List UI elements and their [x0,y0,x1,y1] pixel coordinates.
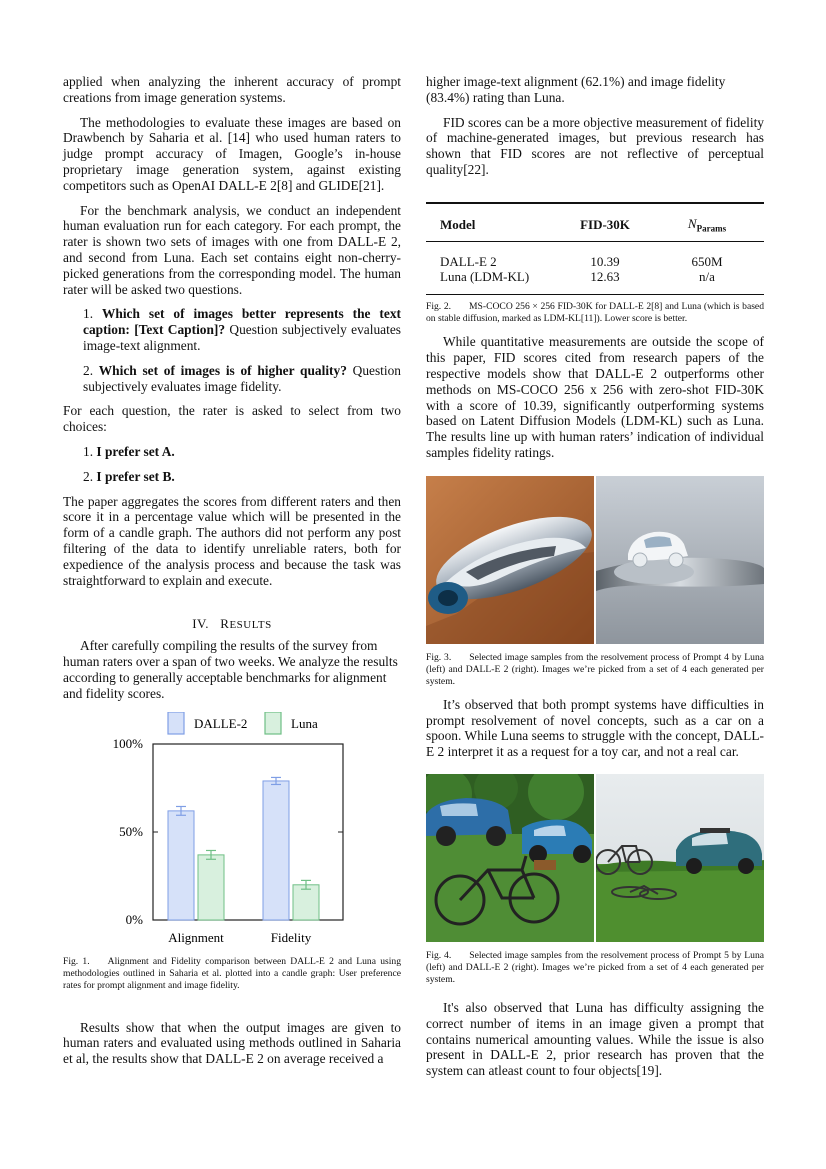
choice-2-text: I prefer set B. [96,468,175,484]
figure-4-images [426,774,764,942]
toy-car-spoon-dalle-image [596,476,764,644]
figure-1-label: Fig. 1. [63,955,90,967]
question-2-rest: Question subjectively evaluates image fidelity. [83,362,401,394]
cell-model: Luna (LDM-KL) [426,269,560,295]
legend-swatch-dalle-2 [168,712,184,734]
question-1-number: 1. [83,306,94,322]
paragraph-fid: FID scores can be a more objective measurement of fidelity of machine-generated images, but previous research has shown that FID scores are not reflective of perceptual quality[22]. [426,114,764,177]
x-tick-label: Fidelity [270,929,312,945]
figure-1-chart [63,712,401,952]
paragraph-observe: It’s observed that both prompt systems have difficulties in prompt resolvement of novel concepts, such as a car on a spoon. While Luna seems to struggle with the concept, DALL-E 2 interpret it as a request for a toy car, and not a real car. [426,696,764,760]
header-n-sub: Params [696,223,727,234]
paragraph-results: After carefully compiling the results of the survey from human raters over a span of two weeks. We analyze the results according to generally acceptable benchmarks for alignment and fidelity scores. [63,638,398,701]
figure-2-label: Fig. 2. [426,301,452,313]
figure-4-caption [426,950,764,986]
cell-params: n/a [650,269,764,295]
candle-chart-svg [63,712,401,952]
left-column [63,74,401,1067]
paragraph-continued: higher image-text alignment (62.1%) and image fidelity (83.4%) rating than Luna. [426,74,726,105]
question-1-rest: Question subjectively evaluates image-text alignment. [83,322,401,353]
table-row [426,269,764,295]
right-column [426,74,764,1079]
choice-1-number: 1. [83,443,94,459]
car-bicycles-dalle-image [596,774,764,942]
figure-2-caption [426,301,764,325]
header-fid: FID-30K [560,203,650,242]
bar-luna-alignment [198,854,224,919]
question-2-bold: Which set of images is of higher quality? [98,362,347,378]
cell-fid: 10.39 [590,254,620,270]
header-n: N [687,215,697,231]
figure-3-images [426,476,764,644]
choice-2-number: 2. [83,468,94,484]
fid-table [426,202,764,296]
x-tick-label: Alignment [168,929,224,945]
paragraph-quantitative: While quantitative measurements are outside the scope of this paper, FID scores cited from research papers of the respective models show that DALL-E 2 outperforms other methods on MS-COCO 256 x 256 with zero-shot FID-30K with a score of 10.39, significantly outperforming systems based on Latent Diffusion Models (LDM-KL) such as Luna. The results line up with human raters’ indication of individual samples fidelity ratings. [426,334,764,460]
choice-1 [63,444,401,460]
figure-2-caption-text: MS-COCO 256 × 256 FID-30K for DALL-E 2[8] and Luna (which is based on stable diffusion, marked as LDM-KL[11]). Lower score is better. [426,301,764,325]
figure-3-caption-text: Selected image samples from the resolvement process of Prompt 4 by Luna (left) and DALL-E 2 (right). Images we’re picked from a set of 4 each generated per system. [426,651,764,687]
y-tick-label: 0% [125,911,143,927]
figure-4-label: Fig. 4. [426,949,452,961]
figure-1-caption-text: Alignment and Fidelity comparison between DALL-E 2 and Luna using methodologies outlined in Saharia et al. plotted into a candle graph: User preference rates for prompt alignment and image fidelity. [63,955,402,991]
paragraph-results-show: Results show that when the output images are given to human raters and evaluated using methods outlined in Saharia et al, the results show that DALL-E 2 on average received a [63,1019,401,1067]
figure-4-caption-text: Selected image samples from the resolvement process of Prompt 5 by Luna (left) and DALL-E 2 (right). Images we’re picked from a set of 4 each generated per system. [426,949,764,985]
figure-3-caption [426,652,764,688]
legend-swatch-luna [265,712,281,734]
figure-4-dalle-image [596,774,764,942]
question-2 [63,363,401,395]
section-heading-results [63,616,401,632]
paragraph-intro-continued: applied when analyzing the inherent accuracy of prompt creations from image generation systems. [63,74,401,105]
table-header-row [426,203,764,242]
paragraph-methodology: The methodologies to evaluate these images are based on Drawbench by Saharia et al. [14] who used human raters to judge prompt accuracy of Imagen, Google’s in-house proprietary image generation system, against existing competitors such as OpenAI DALL-E 2[8] and GLIDE[21]. [63,114,401,193]
legend-label-luna: Luna [291,715,318,731]
choice-1-text: I prefer set A. [96,443,175,459]
section-title-rest: ESULTS [229,619,272,632]
question-2-number: 2. [83,362,94,378]
cell-params: 650M [691,254,723,270]
header-nparams [650,203,764,242]
paragraph-aggregate: The paper aggregates the scores from different raters and then score it in a percentage value which will be presented in the form of a candle graph. The authors did not perform any post filtering of the data to identify unreliable raters, both for expedience of the analysis process and because the task was straightforward to explain and execute. [63,493,401,588]
y-tick-label: 50% [119,823,143,839]
header-model: Model [426,203,560,242]
y-tick-label: 100% [112,735,143,751]
figure-4-luna-image [426,774,594,942]
cell-fid: 12.63 [560,269,650,295]
paragraph-benchmark: For the benchmark analysis, we conduct an independent human evaluation run for each category. For each prompt, the rater is shown two sets of images with one from DALL-E 2, and second from Luna. Each set contains eight non-cherry-picked generations from the corresponding model. The human rater will be asked two questions. [63,202,401,297]
car-on-spoon-luna-image [426,476,594,644]
choice-2 [63,469,401,485]
question-1-bold: Which set of images better represents the text caption: [Text Caption]? [83,306,401,338]
bar-dalle-2-alignment [168,810,194,919]
bar-luna-fidelity [293,884,319,919]
legend-label-dalle-2: DALLE-2 [194,715,248,731]
figure-3-label: Fig. 3. [426,651,452,663]
cell-model: DALL-E 2 [440,254,497,270]
paragraph-choices: For each question, the rater is asked to select from two choices: [63,403,401,435]
question-1 [63,306,401,353]
section-title-first: R [220,616,230,632]
bar-dalle-2-fidelity [263,780,289,919]
table-row [426,242,764,270]
section-number: IV. [192,616,210,632]
paragraph-count: It's also observed that Luna has difficulty assigning the correct number of items in an image given a prompt that contains numerical amounting values. While the issue is also present in DALL-E 2, prior research has proven that the system can atleast count to four objects[19]. [426,999,764,1079]
figure-1-caption [63,956,401,992]
figure-3-luna-image [426,476,594,644]
cars-bicycles-luna-image [426,774,594,942]
figure-3-dalle-image [596,476,764,644]
